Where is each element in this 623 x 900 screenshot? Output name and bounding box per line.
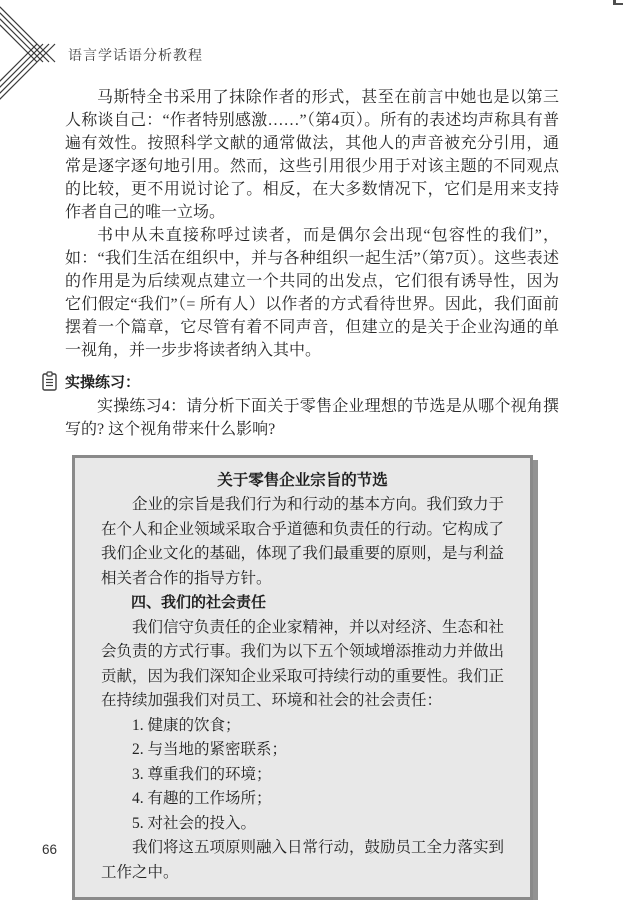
clipboard-icon (41, 371, 58, 392)
body-paragraph-1: 马斯特全书采用了抹除作者的形式，甚至在前言中她也是以第三人称谈自己：“作者特别感激……”（第4页）。所有的表述均声称具有普遍有效性。按照科学文献的通常做法，其他人的声音被充分引用，通常是逐字逐句地引用。然而，这些引用很少用于对该主题的不同观点的比较，更不用说讨论了。相反，在大多数情况下，它们是用来支持作者自己的唯一立场。 (65, 89, 559, 221)
chevron-decoration (0, 0, 70, 146)
list-item: 1. 健康的饮食； (132, 716, 241, 734)
list-item: 4. 有趣的工作场所； (132, 790, 272, 807)
page-number: 66 (42, 842, 58, 857)
excerpt-section-body: 我们信守负责任的企业家精神，并以对经济、生态和社会负责的方式行事。我们为以下五个领域增添推动力并做出贡献，因为我们深知企业采取可持续行动的重要性。我们正在持续加强我们对员工、环境和社会的社会责任： (101, 618, 505, 709)
excerpt-intro: 企业的宗旨是我们行为和行动的基本方向。我们致力于在个人和企业领域采取合乎道德和负责任的行动。它构成了我们企业文化的基础，体现了我们最重要的原则，是与利益相关者合作的指导方针。 (101, 496, 505, 587)
excerpt-list (101, 714, 504, 837)
page-content (65, 86, 559, 900)
body-paragraph-2: 书中从未直接称呼过读者，而是偶尔会出现“包容性的我们”，如：“我们生活在组织中，并与各种组织一起生活”（第7页）。这些表述的作用是为后续观点建立一个共同的出发点，它们很有诱导性，因为它们假定“我们”（= 所有人）以作者的方式看待世界。因此，我们面前摆着一个篇章，它尽管有着不同声音，但建立的是关于企业沟通的单一视角，并一步步将读者纳入其中。 (65, 227, 559, 359)
exercise-heading (65, 369, 559, 393)
excerpt-box (72, 455, 533, 900)
excerpt-closing: 我们将这五项原则融入日常行动，鼓励员工全力落实到工作之中。 (101, 839, 505, 881)
chevron-right-icon (0, 0, 70, 146)
exercise-prompt: 实操练习4：请分析下面关于零售企业理想的节选是从哪个视角撰写的? 这个视角带来什么影响? (65, 398, 559, 438)
exercise-label: 实操练习： (65, 373, 141, 391)
list-item: 5. 对社会的投入。 (132, 814, 257, 832)
excerpt-section-heading: 四、我们的社会责任 (131, 594, 267, 611)
corner-crop-mark (613, 0, 623, 5)
excerpt-box-title: 关于零售企业宗旨的节选 (217, 472, 388, 489)
list-item: 2. 与当地的紧密联系； (132, 741, 288, 758)
running-header: 语言学话语分析教程 (68, 47, 203, 63)
list-item: 3. 尊重我们的环境； (132, 765, 272, 783)
